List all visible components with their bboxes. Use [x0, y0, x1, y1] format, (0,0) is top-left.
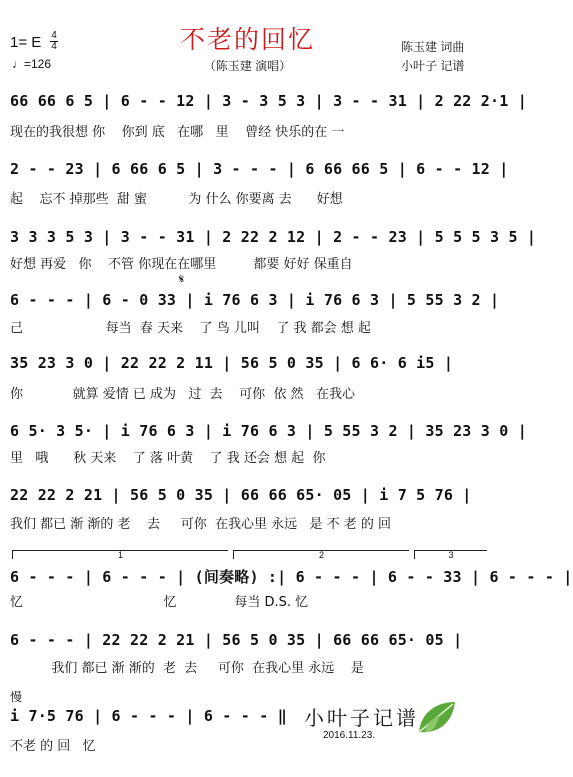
lyrics-line-7: 我们 都已 渐 渐的 老 去 可你 在我心里 永远 是 不 老 的 回: [10, 517, 392, 532]
transcriber-credit: 小叶子 记谱: [401, 59, 465, 73]
tempo-slow-mark: 慢: [10, 690, 23, 704]
lyrics-line-8: 忆 忆 每当 D.S. 忆: [10, 595, 309, 610]
volta-bracket-2: 2: [233, 550, 409, 559]
time-signature-top: 4: [51, 30, 57, 41]
notation-line-5: 35 23 3 0 | 22 22 2 11 | 56 5 0 35 | 6 6· 6 i5 |: [10, 354, 454, 372]
notation-line-10: i 7·5 76 | 6 - - - | 6 - - - ‖: [10, 707, 287, 725]
lyrics-line-9: 我们 都已 渐 渐的 老 去 可你 在我心里 永远 是: [10, 661, 364, 676]
notation-line-3: 3 3 3 5 3 | 3 - - 31 | 2 22 2 12 | 2 - - 23 | 5 5 5 3 5 |: [10, 228, 537, 246]
lyricist-composer-credit: 陈玉建 词曲: [401, 40, 465, 54]
notation-line-4: 6 - - - | 6 - 0 33 | i 76 6 3 | i 76 6 3 | 5 55 3 2 |: [10, 291, 500, 309]
transcriber-signature: 小叶子记谱: [304, 706, 419, 730]
time-signature: [50, 31, 58, 52]
lyrics-line-1: 现在的我很想 你 你到 底 在哪 里 曾经 快乐的在 一: [10, 125, 345, 140]
volta-bracket-1: 1: [12, 550, 228, 559]
performer-subtitle: （陈玉建 演唱）: [203, 59, 292, 73]
volta-bracket-3: 3: [414, 550, 487, 559]
lyrics-line-5: 你 就算 爱情 已 成为 过 去 可你 依 然 在我心: [10, 387, 355, 402]
lyrics-line-3: 好想 再爱 你 不管 你现在在哪里 都要 好好 保重自: [10, 257, 353, 272]
notation-line-2: 2 - - 23 | 6 66 6 5 | 3 - - - | 6 66 66 5 | 6 - - 12 |: [10, 160, 509, 178]
lyrics-line-4: 己 每当 春 天来 了 鸟 儿叫 了 我 都会 想 起: [10, 321, 371, 336]
notation-line-1: 66 66 6 5 | 6 - - 12 | 3 - 3 5 3 | 3 - - 31 | 2 22 2·1 |: [10, 92, 527, 110]
notation-line-7: 22 22 2 21 | 56 5 0 35 | 66 66 65· 05 | i 7 5 76 |: [10, 486, 472, 504]
notation-line-9: 6 - - - | 22 22 2 21 | 56 5 0 35 | 66 66 65· 05 |: [10, 631, 463, 649]
tempo-mark: ♩=126: [12, 57, 52, 71]
notation-line-8: 6 - - - | 6 - - - | (间奏略) :| 6 - - - | 6 - - 33 | 6 - - - |: [10, 568, 573, 586]
segno-sign: 𝄋: [179, 272, 185, 286]
signature-date: 2016.11.23.: [323, 730, 376, 741]
leaf-icon: [415, 698, 459, 738]
time-signature-bottom: 4: [51, 41, 57, 52]
notation-line-6: 6 5· 3 5· | i 76 6 3 | i 76 6 3 | 5 55 3 2 | 35 23 3 0 |: [10, 422, 527, 440]
lyrics-line-10: 不老 的 回 忆: [10, 739, 96, 754]
key-signature: 1= E: [10, 34, 42, 51]
lyrics-line-2: 起 忘不 掉那些 甜 蜜 为 什么 你要离 去 好想: [10, 192, 343, 207]
song-title: 不老的回忆: [179, 25, 315, 54]
lyrics-line-6: 里 哦 秋 天来 了 落 叶黄 了 我 还会 想 起 你: [10, 451, 326, 466]
